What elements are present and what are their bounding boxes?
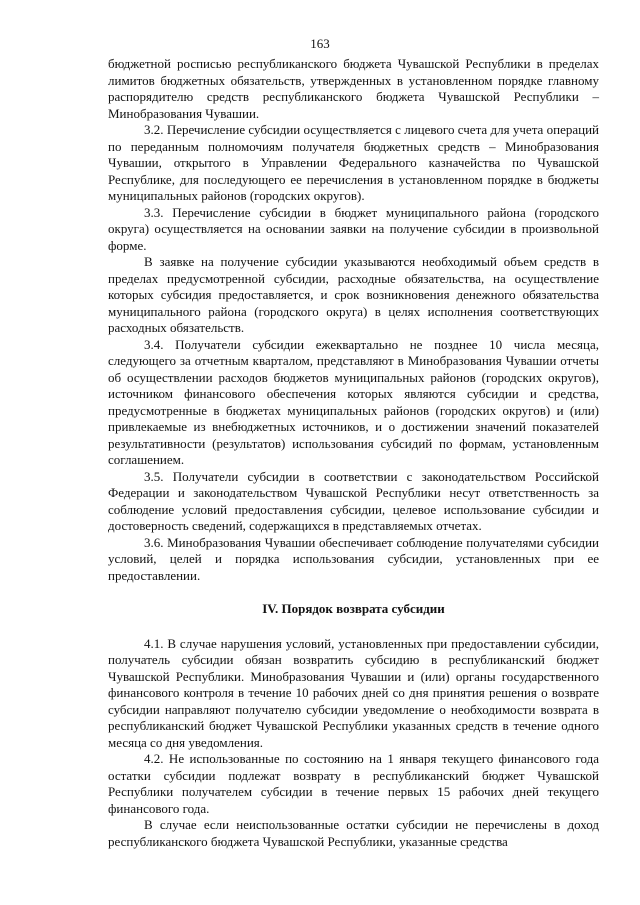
section-heading: IV. Порядок возврата субсидии — [262, 601, 445, 616]
paragraph-continuation: бюджетной росписью республиканского бюджета Чувашской Республики в пределах лимитов бюджетных обязательств, утвержденных в установленном порядке главному распорядителю средств республиканского бюджета Чувашской Республики – Минобразования Чувашии. — [108, 56, 599, 121]
paragraph-4-1: 4.1. В случае нарушения условий, установленных при предоставлении субсидии, получатель субсидии обязан возвратить субсидию в республиканский бюджет Чувашской Республики. Минобразования Чувашии и (или) органы государственного финансового контроля в течение 10 рабочих дней со дня принятия решения о возврате субсидии направляют получателю субсидии уведомление о необходимости возврата в республиканский бюджет Чувашской Республики указанных средств в течение одного месяца со дня уведомления. — [108, 635, 599, 750]
paragraph-3-2: 3.2. Перечисление субсидии осуществляется с лицевого счета для учета операций по переданным полномочиям получателя бюджетных средств – Минобразования Чувашии, открытого в Управлении Федерального казначейства по Чувашской Республике, для последующего ее перечисления в установленном порядке в бюджеты муниципальных районов (городских округов). — [108, 122, 599, 203]
page-number: 163 — [310, 36, 330, 51]
paragraph-3-6: 3.6. Минобразования Чувашии обеспечивает соблюдение получателями субсидии условий, целей и порядка использования субсидии, установленных при ее предоставлении. — [108, 534, 599, 583]
paragraph-application: В заявке на получение субсидии указываются необходимый объем средств в пределах предусмотренной субсидии, расходные обязательства, на осуществление которых субсидия предоставляется, и срок возникновения денежного обязательства муниципального района (городского округа) в целях исполнения соответствующих расходных обязательств. — [108, 254, 599, 335]
paragraph-4-2: 4.2. Не использованные по состоянию на 1 января текущего финансового года остатки субсидии подлежат возврату в республиканский бюджет Чувашской Республики получателем субсидии в течение первых 15 рабочих дней текущего финансового года. — [108, 751, 599, 816]
paragraph-unused-remainder: В случае если неиспользованные остатки субсидии не перечислены в доход республиканского бюджета Чувашской Республики, указанные средства — [108, 817, 599, 849]
paragraph-3-3: 3.3. Перечисление субсидии в бюджет муниципального района (городского округа) осуществляется на основании заявки на получение субсидии в произвольной форме. — [108, 204, 599, 253]
paragraph-3-5: 3.5. Получатели субсидии в соответствии с законодательством Российской Федерации и законодательством Чувашской Республики несут ответственность за соблюдение условий предоставления субсидии, целевое использование субсидии и достоверность сведений, содержащихся в представляемых отчетах. — [108, 468, 599, 533]
document-body — [108, 56, 599, 850]
paragraph-3-4: 3.4. Получатели субсидии ежеквартально не позднее 10 числа месяца, следующего за отчетным кварталом, представляют в Минобразования Чувашии отчеты об осуществлении расходов бюджетов муниципальных районов (городских округов), источником финансового обеспечения которых являются субсидии и средства, предусмотренные в бюджетах муниципальных районов (городских округов) и (или) привлекаемые из внебюджетных источников, и о достижении значений показателей результативности (результатов) использования субсидий по формам, установленным соглашением. — [108, 336, 599, 467]
